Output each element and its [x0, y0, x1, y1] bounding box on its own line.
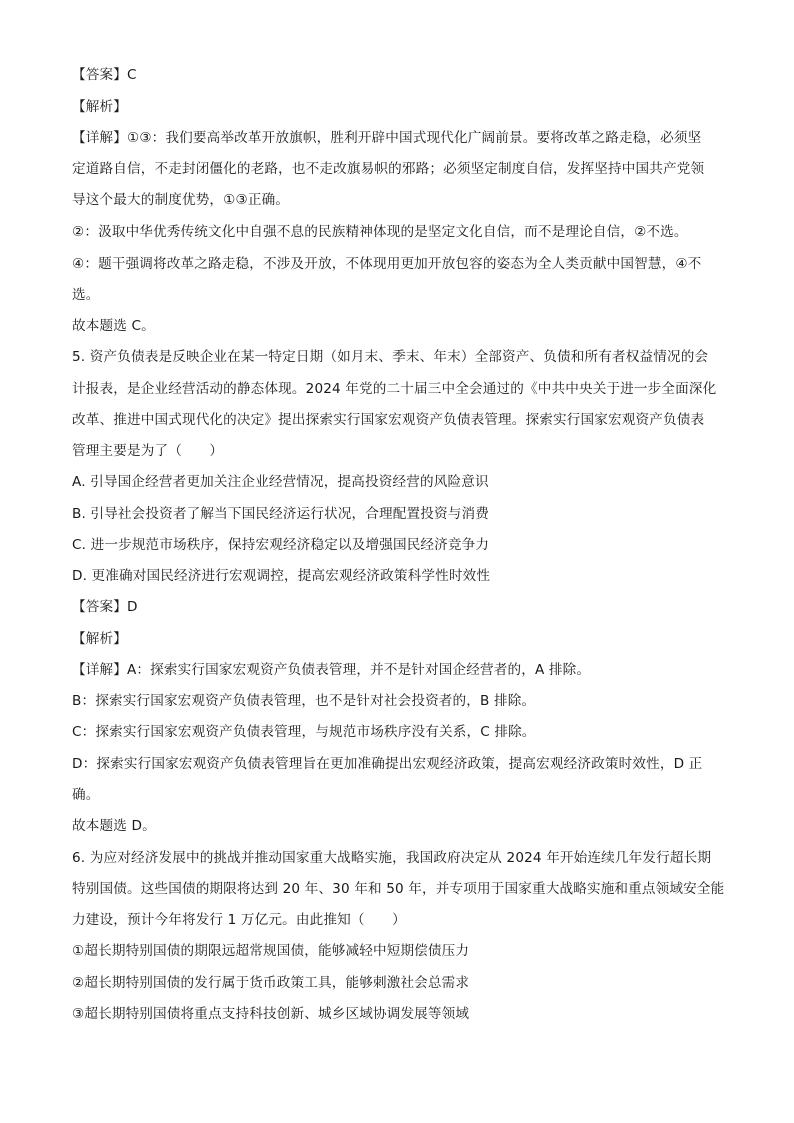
- q6-statement-1: ①超长期特别国债的期限远超常规国债，能够减轻中短期偿债压力: [72, 943, 470, 959]
- q5-option-d: D. 更准确对国民经济进行宏观调控，提高宏观经济政策科学性时效性: [72, 568, 491, 584]
- q4-detail-line: [72, 128, 732, 148]
- q5-detail-line: D：探索实行国家宏观资产负债表管理旨在更加准确提出宏观经济政策，提高宏观经济政策时效性，D 正: [72, 756, 703, 772]
- q6-stem-line: 6. 为应对经济发展中的挑战并推动国家重大战略实施，我国政府决定从 2024 年开始连续几年发行超长期: [72, 850, 712, 866]
- answer-value: D: [126, 599, 138, 615]
- answer-value: C: [126, 67, 137, 83]
- q4-answer-line: [72, 65, 732, 85]
- q4-analysis-tag: 【解析】: [72, 99, 127, 115]
- q4-detail-line: ②：汲取中华优秀传统文化中自强不息的民族精神体现的是坚定文化自信，而不是理论自信，②不选。: [72, 224, 688, 240]
- q6-statement-2: ②超长期特别国债的发行属于货币政策工具，能够刺激社会总需求: [72, 975, 470, 991]
- q5-detail-line: B：探索实行国家宏观资产负债表管理，也不是针对社会投资者的，B 排除。: [72, 693, 536, 709]
- q5-detail-line: [72, 660, 732, 680]
- q5-detail-line: C：探索实行国家宏观资产负债表管理，与规范市场秩序没有关系，C 排除。: [72, 724, 536, 740]
- q5-stem-line: 改革、推进中国式现代化的决定》提出探索实行国家宏观资产负债表管理。探索实行国家宏观资产负债表: [72, 412, 705, 428]
- q6-stem-line: 力建设，预计今年将发行 1 万亿元。由此推知（ ）: [72, 912, 406, 928]
- q5-stem-line: 5. 资产负债表是反映企业在某一特定日期（如月末、季末、年末）全部资产、负债和所有者权益情况的会: [72, 349, 709, 365]
- q5-answer-line: [72, 597, 732, 617]
- q4-detail-line: 选。: [72, 287, 100, 303]
- q5-option-b: B. 引导社会投资者了解当下国民经济运行状况，合理配置投资与消费: [72, 506, 489, 522]
- detail-tag: 【详解】: [72, 130, 127, 146]
- q4-conclusion: 故本题选 C。: [72, 318, 155, 334]
- q4-detail-line: 导这个最大的制度优势，①③正确。: [72, 192, 290, 208]
- detail-text: A：探索实行国家宏观资产负债表管理，并不是针对国企经营者的，A 排除。: [126, 662, 591, 678]
- q5-option-c: C. 进一步规范市场秩序，保持宏观经济稳定以及增强国民经济竞争力: [72, 537, 490, 553]
- q5-conclusion: 故本题选 D。: [72, 818, 156, 834]
- q5-option-a: A. 引导国企经营者更加关注企业经营情况，提高投资经营的风险意识: [72, 474, 489, 490]
- q5-stem-line: 计报表，是企业经营活动的静态体现。2024 年党的二十届三中全会通过的《中共中央关于进一步全面深化: [72, 381, 717, 397]
- q6-statement-3: ③超长期特别国债将重点支持科技创新、城乡区域协调发展等领域: [72, 1006, 470, 1022]
- q5-detail-line: 确。: [72, 787, 100, 803]
- detail-text: ①③：我们要高举改革开放旗帜，胜利开辟中国式现代化广阔前景。要将改革之路走稳，必须坚: [126, 130, 702, 146]
- q4-detail-line: 定道路自信，不走封闭僵化的老路，也不走改旗易帜的邪路；必须坚定制度自信，发挥坚持中国共产党领: [72, 161, 705, 177]
- q5-stem-line: 管理主要是为了（ ）: [72, 443, 224, 459]
- answer-tag: 【答案】: [72, 599, 127, 615]
- answer-tag: 【答案】: [72, 67, 127, 83]
- detail-tag: 【详解】: [72, 662, 127, 678]
- q5-analysis-tag: 【解析】: [72, 631, 127, 647]
- q4-detail-line: ④：题干强调将改革之路走稳，不涉及开放，不体现用更加开放包容的姿态为全人类贡献中国智慧，④不: [72, 256, 702, 272]
- q6-stem-line: 特别国债。这些国债的期限将达到 20 年、30 年和 50 年，并专项用于国家重大战略实施和重点领域安全能: [72, 881, 725, 897]
